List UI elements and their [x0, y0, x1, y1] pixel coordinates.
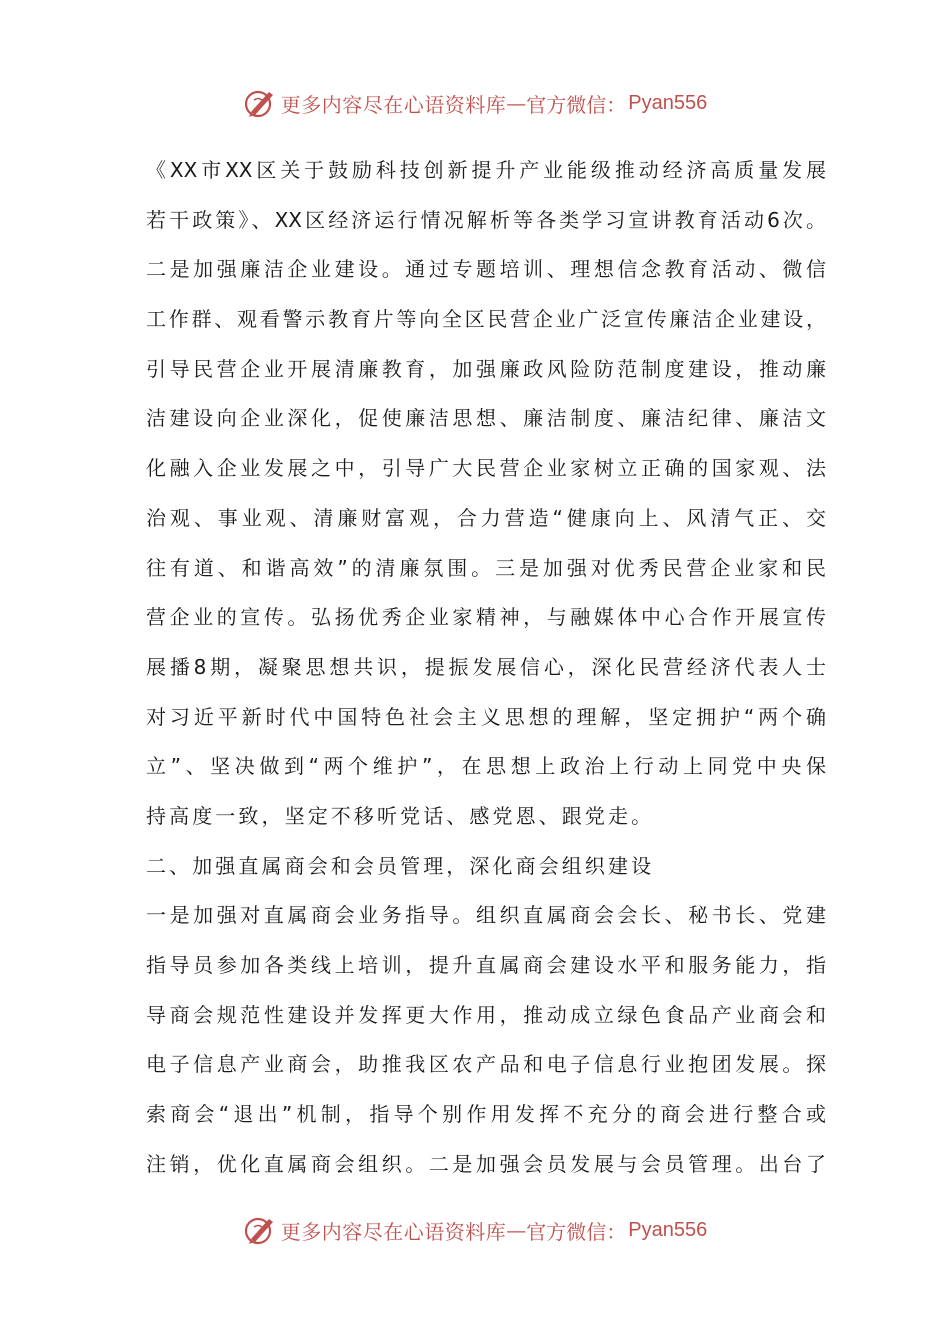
text-line: 工作群、观看警示教育片等向全区民营企业广泛宣传廉洁企业建设，: [146, 307, 826, 332]
text-line: 索商会“退出”机制，指导个别作用发挥不充分的商会进行整合或: [146, 1102, 826, 1127]
text-line: 《XX市XX区关于鼓励科技创新提升产业能级推动经济高质量发展: [146, 158, 826, 182]
text-line: 往有道、和谐高效”的清廉氛围。三是加强对优秀民营企业家和民: [146, 555, 826, 580]
text-line: 治观、事业观、清廉财富观，合力营造“健康向上、风清气正、交: [146, 505, 826, 530]
text-line: 引导民营企业开展清廉教育，加强廉政风险防范制度建设，推动廉: [146, 356, 826, 381]
text-line: 若干政策》、XX区经济运行情况解析等各类学习宣讲教育活动6次。: [146, 207, 826, 232]
text-line: 展播8期，凝聚思想共识，提振发展信心，深化民营经济代表人士: [146, 654, 826, 679]
text-line: 洁建设向企业深化，促使廉洁思想、廉洁制度、廉洁纪律、廉洁文: [146, 406, 826, 431]
watermark-sub-text: 官方微信：: [526, 92, 627, 117]
watermark-wechat-id: Pyan556: [628, 1218, 708, 1241]
watermark-sub-text: 官方微信：: [526, 1219, 627, 1244]
text-line: 营企业的宣传。弘扬优秀企业家精神，与融媒体中心合作开展宣传: [146, 605, 826, 630]
header-watermark: [0, 83, 950, 123]
text-line: 对习近平新时代中国特色社会主义思想的理解，坚定拥护“两个确: [146, 704, 826, 729]
text-line: 一是加强对直属商会业务指导。组织直属商会会长、秘书长、党建: [146, 903, 826, 928]
text-line: 电子信息产业商会，助推我区农产品和电子信息行业抱团发展。探: [146, 1052, 826, 1077]
body-text: [146, 146, 826, 1189]
text-line: 指导员参加各类线上培训，提升直属商会建设水平和服务能力，指: [146, 953, 826, 977]
text-line: 立”、坚决做到“两个维护”，在思想上政治上行动上同党中央保: [146, 754, 826, 779]
watermark-dash: —: [506, 91, 527, 115]
pen-circle-logo-icon: [243, 86, 277, 120]
watermark-wechat-id: Pyan556: [628, 91, 708, 114]
watermark-dash: —: [506, 1218, 527, 1242]
text-line: 注销，优化直属商会组织。二是加强会员发展与会员管理。出台了: [146, 1151, 826, 1176]
text-line: 持高度一致，坚定不移听党话、感党恩、跟党走。: [146, 803, 655, 828]
text-line: 导商会规范性建设并发挥更大作用，推动成立绿色食品产业商会和: [146, 1002, 826, 1027]
watermark-main-text: 更多内容尽在心语资料库: [280, 92, 507, 117]
section-heading: 二、加强直属商会和会员管理，深化商会组织建设: [146, 853, 655, 878]
watermark-main-text: 更多内容尽在心语资料库: [280, 1219, 507, 1244]
pen-circle-logo-icon: [243, 1213, 277, 1247]
footer-watermark: [0, 1210, 950, 1250]
text-line: 二是加强廉洁企业建设。通过专题培训、理想信念教育活动、微信: [146, 257, 826, 282]
text-line: 化融入企业发展之中，引导广大民营企业家树立正确的国家观、法: [146, 456, 826, 481]
